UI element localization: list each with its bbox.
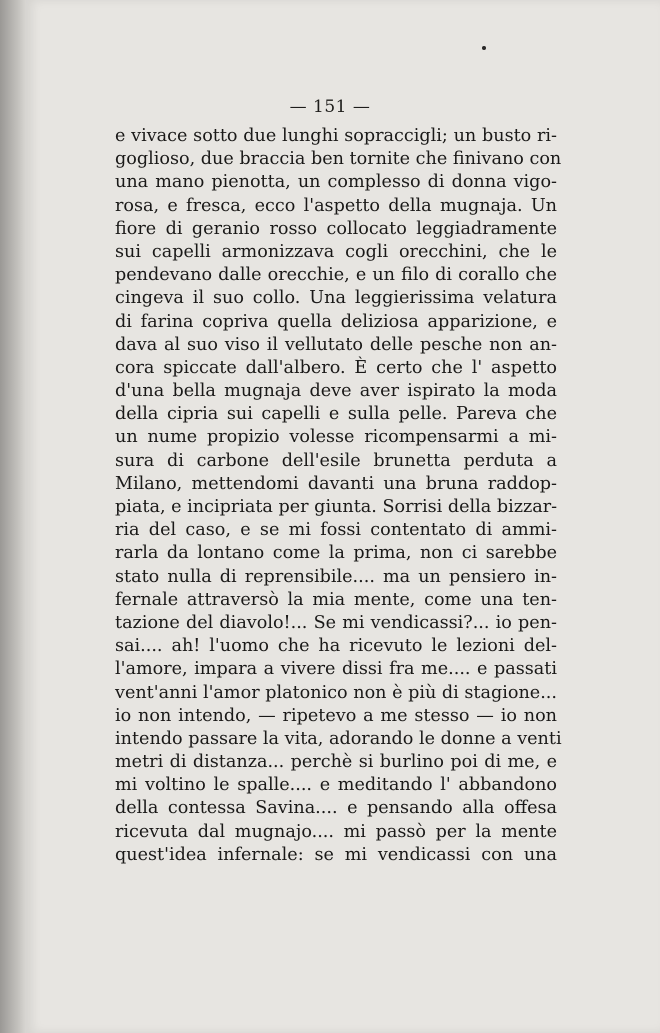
text-line: rarla da lontano come la prima, non ci sarebbe bbox=[115, 543, 557, 564]
text-line: tazione del diavolo!... Se mi vendicassi?... io pen- bbox=[115, 612, 557, 633]
ink-speck bbox=[482, 46, 486, 50]
text-line: d'una bella mugnaja deve aver ispirato la moda bbox=[115, 381, 557, 402]
text-line: rosa, e fresca, ecco l'aspetto della mugnaja. Un bbox=[115, 195, 557, 216]
text-line: della cipria sui capelli e sulla pelle. Pareva che bbox=[115, 404, 557, 425]
text-line: pendevano dalle orecchie, e un filo di corallo che bbox=[115, 265, 557, 286]
text-line: metri di distanza... perchè si burlino poi di me, e bbox=[115, 752, 557, 773]
text-line: Milano, mettendomi davanti una bruna raddop- bbox=[115, 473, 557, 494]
text-line: cora spiccate dall'albero. È certo che l' aspetto bbox=[115, 357, 557, 378]
text-line: cingeva il suo collo. Una leggierissima velatura bbox=[115, 288, 557, 309]
text-line: piata, e incipriata per giunta. Sorrisi della bizzar- bbox=[115, 497, 558, 517]
page-number: — 151 — bbox=[289, 97, 371, 117]
text-line: dava al suo viso il vellutato delle pesche non an- bbox=[115, 334, 557, 355]
text-line: io non intendo, — ripetevo a me stesso — io non bbox=[115, 705, 557, 726]
text-line: della contessa Savina.... e pensando alla offesa bbox=[115, 798, 557, 819]
book-spine-shadow bbox=[0, 0, 26, 1033]
text-line: fiore di geranio rosso collocato leggiadramente bbox=[115, 218, 557, 239]
text-line: intendo passare la vita, adorando le donne a venti bbox=[115, 728, 562, 749]
text-line: sura di carbone dell'esile brunetta perduta a bbox=[115, 450, 557, 471]
text-line: goglioso, due braccia ben tornite che finivano con bbox=[115, 149, 562, 170]
text-line: e vivace sotto due lunghi sopraccigli; un busto ri- bbox=[115, 126, 557, 146]
text-line: una mano pienotta, un complesso di donna vigo- bbox=[115, 172, 557, 193]
text-line: mi voltino le spalle.... e meditando l' abbandono bbox=[115, 775, 557, 796]
text-line: sai.... ah! l'uomo che ha ricevuto le lezioni del- bbox=[115, 636, 557, 657]
text-line: vent'anni l'amor platonico non è più di stagione... bbox=[115, 682, 557, 703]
text-line: ricevuta dal mugnajo.... mi passò per la mente bbox=[115, 821, 557, 842]
text-line: fernale attraversò la mia mente, come una ten- bbox=[115, 589, 557, 610]
text-line: ria del caso, e se mi fossi contentato di ammi- bbox=[115, 520, 557, 541]
text-line: stato nulla di reprensibile.... ma un pensiero in- bbox=[115, 566, 557, 587]
body-text bbox=[115, 125, 562, 867]
text-line: sui capelli armonizzava cogli orecchini, che le bbox=[115, 241, 557, 262]
text-line: di farina copriva quella deliziosa apparizione, e bbox=[115, 311, 557, 332]
text-line: un nume propizio volesse ricompensarmi a mi- bbox=[115, 427, 557, 448]
text-line: quest'idea infernale: se mi vendicassi con una bbox=[115, 844, 557, 865]
text-line: l'amore, impara a vivere dissi fra me.... e passati bbox=[115, 659, 557, 680]
